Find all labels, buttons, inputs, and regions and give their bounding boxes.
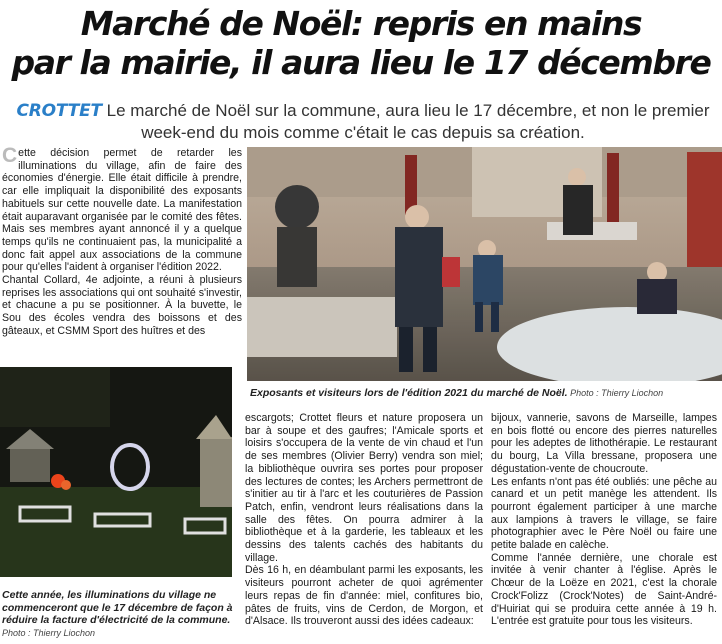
col1-paragraph-1: ette décision permet de retarder les illuminations du village, afin de faire des économies d'énergie. Elle était difficile à prendre, car elle impliquait la disponibilité des exposants habituels sur cette nouvelle date. La manifestation était auparavant organisée par le comité des fêtes. Mais ses membres ayant annoncé il y a quelque temps qu'ils ne continuaient pas, la municipalité a donc fait appel aux associations de la commune pour qu'elles l'aident à organiser l'édition 2022.: [2, 147, 242, 274]
headline-line-2: par la mairie, il aura lieu le 17 décembre: [11, 43, 711, 82]
col3-paragraph-1: bijoux, vannerie, savons de Marseille, lampes en bois flotté ou encore des pierres naturelles pour les adeptes de lithothérapie. Le restaurant du bourg, La Villa bressane, proposera une dégustation-vente de choucroute.: [491, 412, 717, 475]
headline: [0, 4, 722, 82]
market-photo: [247, 147, 722, 381]
location-tag: CROTTET: [16, 101, 102, 121]
caption-text: Cette année, les illuminations du village ne commenceront que le 17 décembre de façon à réduire la facture d'électricité de la commune.: [2, 589, 233, 626]
col2-paragraph-1: escargots; Crottet fleurs et nature proposera un bar à soupe et des gaufres; l'Amicale sports et loisirs s'occupera de la vente de vin chaud et l'un de ses membres (Olivier Berry) vendra son miel; la bibliothèque ouvrira ses portes pour proposer des lectures de contes; les Archers permettront de s'initier au tir à l'arc et les couturières de Passion Patch, enfin, vendront leurs réalisations dans la salle des fêtes. On pourra admirer à la bibliothèque et à la garderie, les tableaux et les dessins des talents cachés des habitants du village.: [245, 412, 483, 564]
lead-text: Le marché de Noël sur la commune, aura lieu le 17 décembre, et non le premier week-end du mois comme c'était le cas depuis sa création.: [101, 101, 710, 142]
col3-paragraph-2: Les enfants n'ont pas été oubliés: une pêche au canard et un petit manège les attendent. Ils pourront également participer à une marche aux lampions à travers le village, se faire photographier avec le Père Noël ou faire une petite balade en calèche.: [491, 475, 717, 552]
market-photo-caption: [250, 387, 720, 400]
column-1: [2, 144, 242, 338]
column-2: [245, 412, 483, 628]
col1-paragraph-2: Chantal Collard, 4e adjointe, a réuni à plusieurs reprises les associations qui ont souhaité s'investir, et chacune a pu se positionner. À la buvette, le Sou des écoles vendra des boissons et des gâteaux, et CSMM Sport des huîtres et des: [2, 274, 242, 337]
illuminations-caption: [2, 589, 238, 639]
drop-cap: C: [2, 144, 18, 167]
caption-text: Exposants et visiteurs lors de l'édition 2021 du marché de Noël.: [250, 387, 568, 399]
photo-credit: Photo : Thierry Liochon: [567, 388, 664, 398]
column-3: [491, 412, 717, 628]
col2-paragraph-2: Dès 16 h, en déambulant parmi les exposants, les visiteurs pourront acheter de quoi agrémenter leurs repas de fin d'année: miel, confitures bio, pâtes de fruits, vins de Cerdon, de Morgon, et d'Alsace. Ils trouveront aussi des idées cadeaux:: [245, 564, 483, 628]
headline-line-1: Marché de Noël: repris en mains: [80, 4, 642, 43]
lead-paragraph: [10, 100, 716, 144]
col3-paragraph-3: Comme l'année dernière, une chorale est invitée à venir chanter à l'église. Après le Chœur de la Loëze en 2021, c'est la chorale Crock'Folizz (Crock'Notes) de Saint-André-d'Huiriat qui se produira cette année à 19 h. L'entrée est gratuite pour tous les visiteurs.: [491, 551, 717, 628]
photo-credit: Photo : Thierry Liochon: [2, 627, 96, 638]
illuminations-photo: [0, 367, 232, 577]
